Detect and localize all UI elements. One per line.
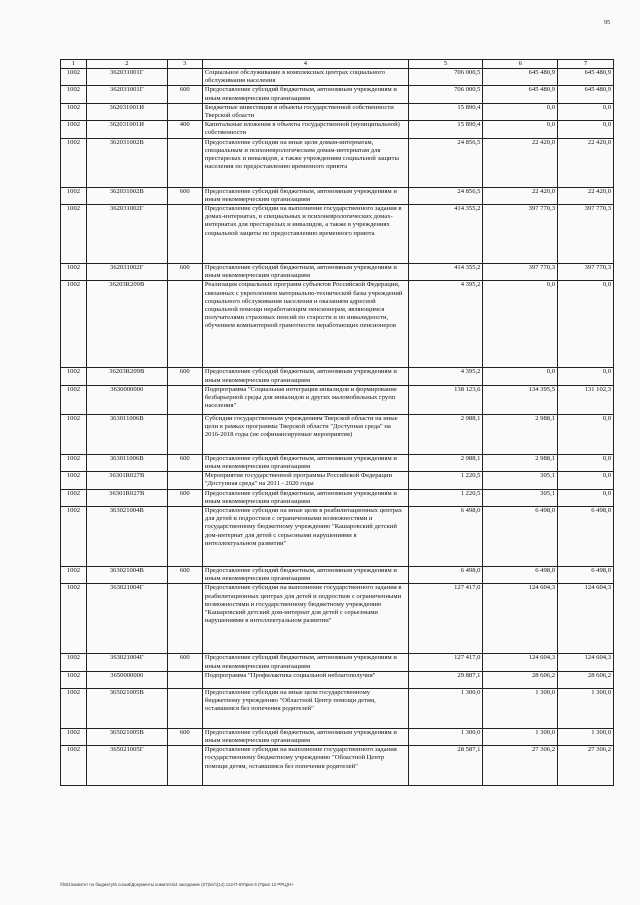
- target-code-cell: 36301R027В: [86, 489, 167, 506]
- description-cell: Предоставление субсидий бюджетным, автономным учреждениям и иным некоммерческим организациям: [202, 187, 408, 204]
- page-number: 95: [604, 20, 610, 26]
- expense-type-cell: [167, 746, 202, 786]
- amount-cell: 6 498,0: [558, 567, 614, 584]
- amount-cell: 6 498,0: [408, 567, 483, 584]
- target-code-cell: 363021004В: [86, 507, 167, 567]
- section-cell: 1002: [61, 103, 87, 120]
- expense-type-cell: 600: [167, 187, 202, 204]
- amount-cell: 1 300,0: [408, 728, 483, 745]
- amount-cell: 0,0: [558, 281, 614, 368]
- amount-cell: 4 395,2: [408, 281, 483, 368]
- expense-type-cell: [167, 507, 202, 567]
- target-code-cell: 365021005Г: [86, 746, 167, 786]
- description-cell: Социальное обслуживание в комплексных центрах социального обслуживания населения: [202, 69, 408, 86]
- amount-cell: 6 498,0: [483, 507, 558, 567]
- amount-cell: 305,1: [483, 472, 558, 489]
- section-cell: 1002: [61, 264, 87, 281]
- target-code-cell: 36203R209В: [86, 281, 167, 368]
- table-row: [61, 264, 614, 281]
- amount-cell: 134 395,5: [483, 385, 558, 414]
- description-cell: Предоставление субсидии на выполнение государственного задания в домах-интернатах, в специальных и психоневрологических домах-интернатах для престарелых и инвалидов, а также в учреждениях социальной защиты по предоставлению временного приюта: [202, 205, 408, 264]
- description-cell: Реализация социальных программ субъектов Российской Федерации, связанных с укреплением материально-технической базы учреждений социального обслуживания населения и оказанием адресной социальной помощи неработающим пенсионерам, являющимся получателями страховых пенсий по старости и по инвалидности, обучением компьютерной грамотности неработающих пенсионеров: [202, 281, 408, 368]
- section-cell: 1002: [61, 69, 87, 86]
- amount-cell: 2 988,1: [408, 414, 483, 454]
- column-header: 7: [558, 60, 614, 69]
- section-cell: 1002: [61, 385, 87, 414]
- table-row: [61, 454, 614, 471]
- description-cell: Предоставление субсидии на выполнение государственного задания в реабилитационных центрах для детей и подростков с ограниченными возможностями и государственному бюджетному учреждению "Кашаровский детский дом-интернат для детей с серьезными нарушениями в интеллектуальном развитии": [202, 584, 408, 654]
- target-code-cell: 362031001И: [86, 103, 167, 120]
- column-header: 4: [202, 60, 408, 69]
- column-header: 1: [61, 60, 87, 69]
- expense-type-cell: 600: [167, 489, 202, 506]
- description-cell: Предоставление субсидий бюджетным, автономным учреждениям и иным некоммерческим организациям: [202, 489, 408, 506]
- table-row: [61, 205, 614, 264]
- amount-cell: 1 300,0: [558, 728, 614, 745]
- table-row: [61, 567, 614, 584]
- expense-type-cell: 600: [167, 86, 202, 103]
- amount-cell: 6 498,0: [558, 507, 614, 567]
- target-code-cell: 363021004Г: [86, 584, 167, 654]
- amount-cell: 0,0: [558, 121, 614, 138]
- description-cell: Мероприятия государственной программы Российской Федерации "Доступная среда" на 2011 - 2020 годы: [202, 472, 408, 489]
- amount-cell: 124 604,3: [558, 654, 614, 671]
- expense-type-cell: 600: [167, 567, 202, 584]
- amount-cell: 706 000,5: [408, 86, 483, 103]
- amount-cell: 22 420,0: [483, 187, 558, 204]
- expense-type-cell: [167, 385, 202, 414]
- amount-cell: 28 606,2: [558, 671, 614, 688]
- amount-cell: 0,0: [558, 414, 614, 454]
- section-cell: 1002: [61, 414, 87, 454]
- table-row: [61, 688, 614, 728]
- amount-cell: 15 890,4: [408, 103, 483, 120]
- expense-type-cell: 600: [167, 264, 202, 281]
- description-cell: Предоставление субсидий бюджетным, автономным учреждениям и иным некоммерческим организациям: [202, 454, 408, 471]
- amount-cell: 645 480,9: [558, 86, 614, 103]
- expense-type-cell: 400: [167, 121, 202, 138]
- section-cell: 1002: [61, 138, 87, 187]
- target-code-cell: 362031001Г: [86, 86, 167, 103]
- amount-cell: 2 988,1: [408, 454, 483, 471]
- amount-cell: 0,0: [558, 103, 614, 120]
- amount-cell: 0,0: [558, 368, 614, 385]
- amount-cell: 645 480,9: [483, 69, 558, 86]
- expense-type-cell: [167, 414, 202, 454]
- amount-cell: 414 355,2: [408, 205, 483, 264]
- budget-table: [60, 59, 614, 786]
- description-cell: Капитальные вложения в объекты государственной (муниципальной) собственности: [202, 121, 408, 138]
- section-cell: 1002: [61, 368, 87, 385]
- expense-type-cell: [167, 69, 202, 86]
- table-row: [61, 654, 614, 671]
- amount-cell: 124 604,3: [483, 654, 558, 671]
- amount-cell: 127 417,0: [408, 654, 483, 671]
- section-cell: 1002: [61, 507, 87, 567]
- section-cell: 1002: [61, 454, 87, 471]
- section-cell: 1002: [61, 489, 87, 506]
- amount-cell: 1 300,0: [558, 688, 614, 728]
- expense-type-cell: [167, 472, 202, 489]
- amount-cell: 305,1: [483, 489, 558, 506]
- description-cell: Предоставление субсидии на выполнение государственного задания государственному бюджетному учреждению "Областной Центр помощи детям, оставшимся без попечения родителей": [202, 746, 408, 786]
- target-code-cell: 362031001Г: [86, 69, 167, 86]
- amount-cell: 0,0: [558, 454, 614, 471]
- description-cell: Подпрограмма "Профилактика социальной неблагополучия": [202, 671, 408, 688]
- amount-cell: 1 300,0: [483, 728, 558, 745]
- expense-type-cell: [167, 103, 202, 120]
- amount-cell: 645 480,9: [483, 86, 558, 103]
- table-row: [61, 69, 614, 86]
- description-cell: Предоставление субсидий бюджетным, автономным учреждениям и иным некоммерческим организациям: [202, 368, 408, 385]
- description-cell: Предоставление субсидий бюджетным, автономным учреждениям и иным некоммерческим организациям: [202, 728, 408, 745]
- column-header: 2: [86, 60, 167, 69]
- expense-type-cell: 600: [167, 368, 202, 385]
- column-number-row: [61, 60, 614, 69]
- amount-cell: 22 420,0: [483, 138, 558, 187]
- amount-cell: 0,0: [483, 281, 558, 368]
- expense-type-cell: 600: [167, 454, 202, 471]
- description-cell: Предоставление субсидий бюджетным, автономным учреждениям и иным некоммерческим организациям: [202, 86, 408, 103]
- target-code-cell: 36203R209В: [86, 368, 167, 385]
- amount-cell: 0,0: [483, 103, 558, 120]
- table-row: [61, 368, 614, 385]
- table-row: [61, 489, 614, 506]
- target-code-cell: 36301R027В: [86, 472, 167, 489]
- amount-cell: 28 606,2: [483, 671, 558, 688]
- target-code-cell: 362031002В: [86, 187, 167, 204]
- table-row: [61, 138, 614, 187]
- target-code-cell: 365021005В: [86, 728, 167, 745]
- amount-cell: 2 988,1: [483, 454, 558, 471]
- description-cell: Предоставление субсидии на иные цели домам-интернатам, специальным и психоневрологическим домам-интернатам для престарелых и инвалидов, а также учреждениям социальной защиты населения по предоставлению временного приюта: [202, 138, 408, 187]
- amount-cell: 645 480,9: [558, 69, 614, 86]
- target-code-cell: 363011006В: [86, 414, 167, 454]
- description-cell: Предоставление субсидии на иные цели государственному бюджетному учреждению "Областной Центр помощи детям, оставшимся без попечения родителей": [202, 688, 408, 728]
- section-cell: 1002: [61, 86, 87, 103]
- amount-cell: 138 123,6: [408, 385, 483, 414]
- section-cell: 1002: [61, 584, 87, 654]
- section-cell: 1002: [61, 187, 87, 204]
- amount-cell: 0,0: [483, 121, 558, 138]
- description-cell: Предоставление субсидий бюджетным, автономным учреждениям и иным некоммерческим организациям: [202, 567, 408, 584]
- amount-cell: 0,0: [483, 368, 558, 385]
- description-cell: Подпрограмма "Социальная интеграция инвалидов и формирование безбарьерной среды для инвалидов и других маломобильных групп населения": [202, 385, 408, 414]
- expense-type-cell: [167, 205, 202, 264]
- amount-cell: 29 887,1: [408, 671, 483, 688]
- amount-cell: 414 355,2: [408, 264, 483, 281]
- target-code-cell: 363011006В: [86, 454, 167, 471]
- table-row: [61, 281, 614, 368]
- amount-cell: 397 770,3: [558, 264, 614, 281]
- amount-cell: 6 498,0: [483, 567, 558, 584]
- target-code-cell: 363021004В: [86, 567, 167, 584]
- amount-cell: 124 604,3: [558, 584, 614, 654]
- table-row: [61, 507, 614, 567]
- table-row: [61, 472, 614, 489]
- target-code-cell: 363021004Г: [86, 654, 167, 671]
- amount-cell: 6 498,0: [408, 507, 483, 567]
- amount-cell: 15 890,4: [408, 121, 483, 138]
- amount-cell: 397 770,3: [483, 205, 558, 264]
- amount-cell: 24 856,5: [408, 187, 483, 204]
- description-cell: Субсидии государственным учреждениям Тверской области на иные цели в рамках программы Тверской области "Доступная среда" на 2016-2018 годы (не софинансируемые мероприятия): [202, 414, 408, 454]
- target-code-cell: 3650000000: [86, 671, 167, 688]
- table-row: [61, 746, 614, 786]
- section-cell: 1002: [61, 654, 87, 671]
- table-row: [61, 728, 614, 745]
- target-code-cell: 362031002Г: [86, 264, 167, 281]
- target-code-cell: 362031001И: [86, 121, 167, 138]
- table-row: [61, 187, 614, 204]
- amount-cell: 27 306,2: [483, 746, 558, 786]
- column-header: 3: [167, 60, 202, 69]
- expense-type-cell: [167, 138, 202, 187]
- amount-cell: 127 417,0: [408, 584, 483, 654]
- table-header: [61, 60, 614, 69]
- amount-cell: 131 102,3: [558, 385, 614, 414]
- description-cell: Предоставление субсидий бюджетным, автономным учреждениям и иным некоммерческим организациям: [202, 264, 408, 281]
- expense-type-cell: 600: [167, 728, 202, 745]
- amount-cell: 24 856,5: [408, 138, 483, 187]
- amount-cell: 4 395,2: [408, 368, 483, 385]
- expense-type-cell: [167, 688, 202, 728]
- target-code-cell: 365021005В: [86, 688, 167, 728]
- amount-cell: 28 587,1: [408, 746, 483, 786]
- amount-cell: 27 306,2: [558, 746, 614, 786]
- expense-type-cell: 600: [167, 654, 202, 671]
- amount-cell: 124 604,3: [483, 584, 558, 654]
- expense-type-cell: [167, 584, 202, 654]
- target-code-cell: 362031002В: [86, 138, 167, 187]
- description-cell: Предоставление субсидии на иные цели в реабилитационных центрах для детей и подростков с ограниченными возможностями и государственному бюджетному учреждению "Кашаровский детский дом-интернат для детей с серьезными нарушениями в интеллектуальном развитии": [202, 507, 408, 567]
- amount-cell: 22 420,0: [558, 187, 614, 204]
- description-cell: Предоставление субсидий бюджетным, автономным учреждениям и иным некоммерческим организациям: [202, 654, 408, 671]
- amount-cell: 22 420,0: [558, 138, 614, 187]
- amount-cell: 1 220,5: [408, 472, 483, 489]
- table-row: [61, 414, 614, 454]
- target-code-cell: 3630000000: [86, 385, 167, 414]
- section-cell: 1002: [61, 671, 87, 688]
- section-cell: 1002: [61, 688, 87, 728]
- amount-cell: 397 770,3: [483, 264, 558, 281]
- amount-cell: 1 300,0: [483, 688, 558, 728]
- section-cell: 1002: [61, 567, 87, 584]
- footer-file-path: \\fs01\комитет по бюджету\6 созыв\Документы комитета\4 заседание (07)\к\с\(14) 112-П-6\Прил 6 (Прил 12 РРЦ)Н+: [60, 882, 294, 887]
- expense-type-cell: [167, 281, 202, 368]
- table-row: [61, 671, 614, 688]
- amount-cell: 706 000,5: [408, 69, 483, 86]
- section-cell: 1002: [61, 121, 87, 138]
- table-body: [61, 69, 614, 786]
- section-cell: 1002: [61, 472, 87, 489]
- table-row: [61, 121, 614, 138]
- table-row: [61, 86, 614, 103]
- description-cell: Бюджетные инвестиции в объекты государственной собственности Тверской области: [202, 103, 408, 120]
- amount-cell: 1 300,0: [408, 688, 483, 728]
- amount-cell: 1 220,5: [408, 489, 483, 506]
- section-cell: 1002: [61, 746, 87, 786]
- expense-type-cell: [167, 671, 202, 688]
- section-cell: 1002: [61, 728, 87, 745]
- amount-cell: 0,0: [558, 489, 614, 506]
- amount-cell: 0,0: [558, 472, 614, 489]
- section-cell: 1002: [61, 205, 87, 264]
- section-cell: 1002: [61, 281, 87, 368]
- column-header: 6: [483, 60, 558, 69]
- table-row: [61, 385, 614, 414]
- column-header: 5: [408, 60, 483, 69]
- amount-cell: 397 770,3: [558, 205, 614, 264]
- table-row: [61, 584, 614, 654]
- amount-cell: 2 988,1: [483, 414, 558, 454]
- target-code-cell: 362031002Г: [86, 205, 167, 264]
- table-row: [61, 103, 614, 120]
